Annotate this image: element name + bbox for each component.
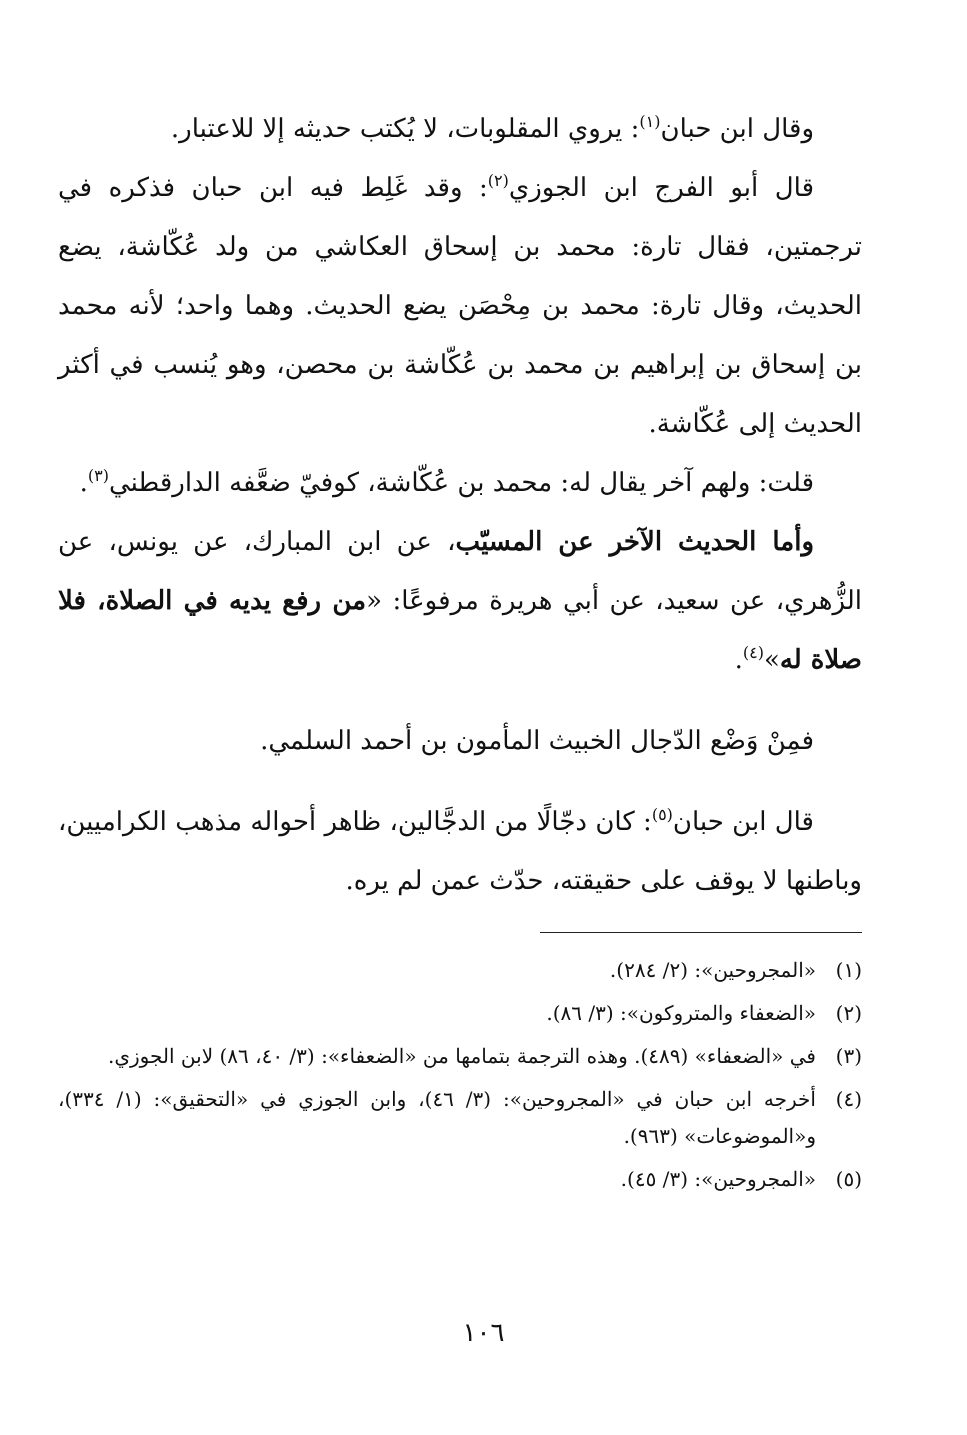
text-run: وقال ابن حبان <box>660 114 814 144</box>
text-run: : كان دجّالًا من الدجَّالين، ظاهر أحواله مذهب الكراميين، وباطنها لا يوقف على حقيقته، حدّث عمن لم يره. <box>58 807 862 896</box>
footnote-number: (١) <box>835 958 862 982</box>
footnote-ref-5[interactable]: (٥) <box>651 805 673 824</box>
paragraph-4 <box>58 513 862 690</box>
text-run: قال أبو الفرج ابن الجوزي <box>508 173 814 203</box>
footnote-5 <box>58 1161 862 1198</box>
page-number: ١٠٦ <box>462 1318 505 1348</box>
text-run: قال ابن حبان <box>672 807 814 837</box>
text-run: : يروي المقلوبات، لا يُكتب حديثه إلا للاعتبار. <box>170 114 640 144</box>
text-run: . <box>734 645 743 675</box>
text-run: » <box>763 645 780 675</box>
footnote-ref-2[interactable]: (٢) <box>487 171 509 190</box>
footnote-number: (٤) <box>835 1087 862 1111</box>
footnote-4 <box>58 1081 862 1155</box>
footnote-ref-3[interactable]: (٣) <box>87 466 109 485</box>
text-run: : وقد غَلِط فيه ابن حبان فذكره في ترجمتين، فقال تارة: محمد بن إسحاق العكاشي من ولد عُكّاشة، يضع الحديث، وقال تارة: محمد بن مِحْصَن يضع الحديث. وهما واحد؛ لأنه محمد بن إسحاق بن إبراهيم بن محمد بن عُكّاشة بن محصن، وهو يُنسب في أكثر الحديث إلى عُكّاشة. <box>58 173 862 439</box>
footnote-divider <box>540 932 862 933</box>
footnote-number: (٢) <box>835 1001 862 1025</box>
text-run: فمِنْ وَضْع الدّجال الخبيث المأمون بن أحمد السلمي. <box>260 726 814 756</box>
text-run: قلت: ولهم آخر يقال له: محمد بن عُكّاشة، كوفيّ ضعَّفه الدارقطني <box>109 468 814 498</box>
footnote-2 <box>58 995 862 1032</box>
text-run: . <box>79 468 88 498</box>
footnotes <box>58 952 862 1204</box>
paragraph-2 <box>58 159 862 454</box>
footnote-ref-4[interactable]: (٤) <box>742 643 764 662</box>
paragraph-1 <box>58 100 862 159</box>
text-run: ، عن ابن المبارك، عن يونس، عن الزُّهري، عن سعيد، عن أبي هريرة مرفوعًا: « <box>58 527 863 616</box>
footnote-text: في «الضعفاء» (٤٨٩). وهذه الترجمة بتمامها من «الضعفاء»: (٣/ ٤٠، ٨٦) لابن الجوزي. <box>108 1044 816 1068</box>
footnote-text: «المجروحين»: (٣/ ٤٥). <box>620 1167 816 1191</box>
footnote-3 <box>58 1038 862 1075</box>
bold-run: وأما الحديث الآخر عن المسيّب <box>455 527 814 557</box>
footnote-1 <box>58 952 862 989</box>
bold-quote: من رفع يديه في الصلاة، فلا صلاة له <box>58 586 862 675</box>
paragraph-6 <box>58 793 862 911</box>
footnote-text: «الضعفاء والمتروكون»: (٣/ ٨٦). <box>546 1001 816 1025</box>
footnote-text: «المجروحين»: (٢/ ٢٨٤). <box>609 958 816 982</box>
footnote-ref-1[interactable]: (١) <box>639 112 661 131</box>
paragraph-5 <box>58 712 862 771</box>
footnote-number: (٥) <box>835 1167 862 1191</box>
footnote-text: أخرجه ابن حبان في «المجروحين»: (٣/ ٤٦)، وابن الجوزي في «التحقيق»: (١/ ٣٣٤)، و«الموضوعات» (٩٦٣). <box>58 1087 816 1148</box>
footnote-number: (٣) <box>835 1044 862 1068</box>
paragraph-3 <box>58 454 862 513</box>
main-text <box>58 100 862 911</box>
